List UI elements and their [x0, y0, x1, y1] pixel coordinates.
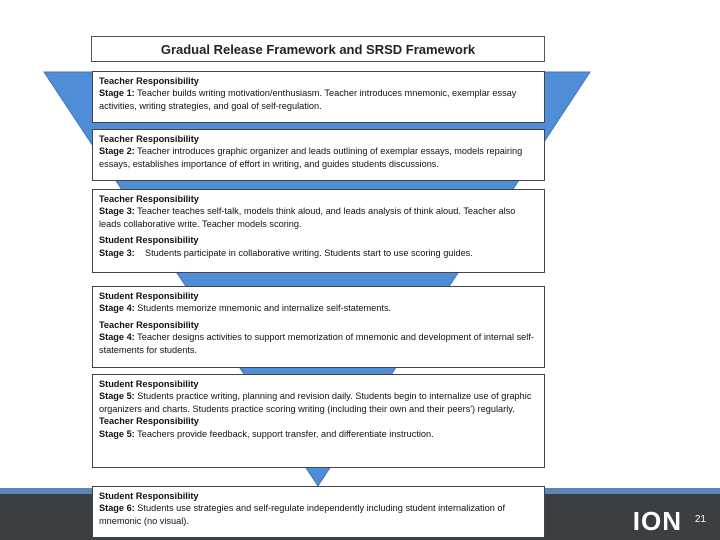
stage-label: Stage 3:	[99, 206, 135, 217]
stage-description: Students practice writing, planning and revision daily. Students begin to internalize use of graphic organizers and charts. Students practice scoring writing (including their own and their peers') regularly.	[99, 391, 532, 414]
stage-2-box	[92, 129, 545, 181]
section-heading: Student Responsibility	[99, 379, 199, 389]
section-heading: Teacher Responsibility	[99, 134, 199, 144]
stage-description: Teacher introduces graphic organizer and leads outlining of exemplar essays, models repairing essays, establishes importance of effort in writing, and guides students discussions.	[99, 146, 523, 169]
stage-label: Stage 5:	[99, 428, 135, 439]
stage-4-box	[92, 286, 545, 368]
stage-description: Students use strategies and self-regulate independently including student internalization of mnemonic (no visual).	[99, 503, 506, 526]
section-heading: Teacher Responsibility	[99, 194, 199, 204]
stage-description: Students memorize mnemonic and internalize self-statements.	[134, 303, 392, 314]
stage-label: Stage 6:	[99, 503, 135, 514]
stage-label: Stage 5:	[99, 391, 135, 402]
stage-description: Students participate in collaborative writing. Students start to use scoring guides.	[134, 247, 473, 258]
section-heading: Teacher Responsibility	[99, 319, 199, 330]
stage-1-box	[92, 71, 545, 123]
stage-label: Stage 4:	[99, 332, 135, 343]
stage-5-box	[92, 374, 545, 468]
stage-description: Teachers provide feedback, support transfer, and differentiate instruction.	[134, 428, 434, 439]
framework-title: Gradual Release Framework and SRSD Framework	[91, 36, 545, 62]
stage-label: Stage 4:	[99, 303, 135, 314]
stage-description: Teacher designs activities to support memorization of mnemonic and development of internal self-statements for students.	[99, 332, 534, 355]
stage-label: Stage 3:	[99, 247, 135, 258]
stage-3-box	[92, 189, 545, 273]
stage-description: Teacher teaches self-talk, models think aloud, and leads analysis of think aloud. Teacher also leads collaborative write. Teacher models scoring.	[99, 206, 516, 229]
section-heading: Student Responsibility	[99, 235, 199, 246]
stage-label: Stage 1:	[99, 88, 135, 99]
section-heading: Student Responsibility	[99, 491, 199, 501]
stage-label: Stage 2:	[99, 146, 135, 157]
stage-description: Teacher builds writing motivation/enthusiasm. Teacher introduces mnemonic, exemplar essay activities, writing strategies, and goal of self-regulation.	[99, 88, 517, 111]
section-heading: Teacher Responsibility	[99, 76, 199, 86]
footer-logo-text: ION	[632, 506, 682, 536]
stage-6-box	[92, 486, 545, 538]
section-heading: Teacher Responsibility	[99, 416, 199, 427]
section-heading: Student Responsibility	[99, 291, 199, 301]
page-number: 21	[694, 514, 706, 525]
